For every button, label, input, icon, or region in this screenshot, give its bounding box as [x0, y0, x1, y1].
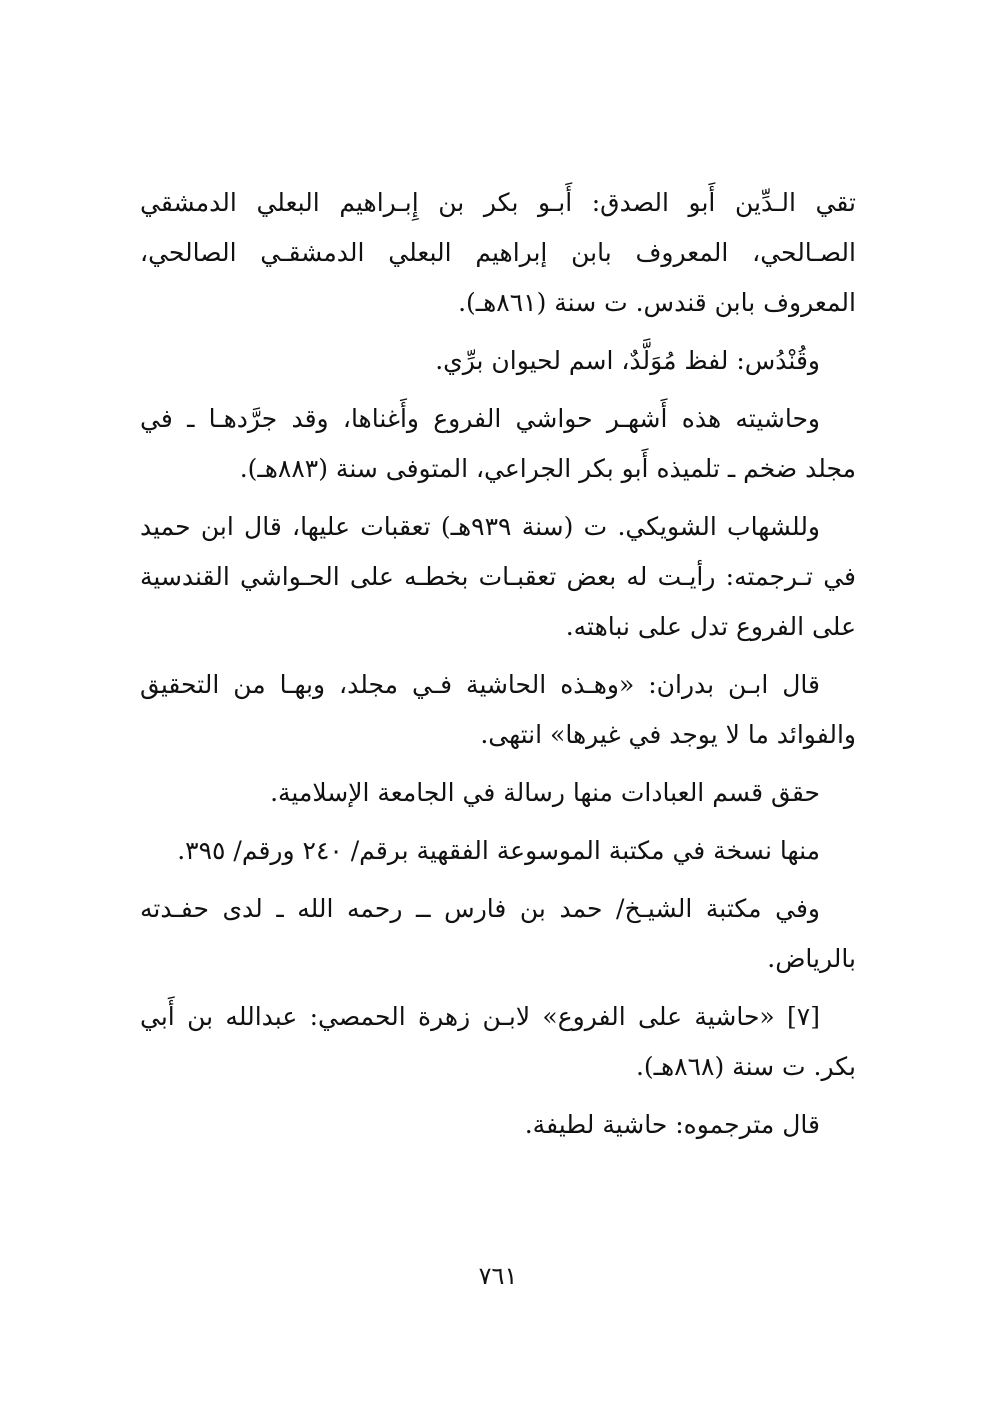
paragraph-entry-7-ibn-zuhra: [٧] «حاشية على الفروع» لابـن زهرة الحمصي: عبدالله بن أَبي بكر. ت سنة (٨٦٨هـ). [140, 1002, 856, 1081]
paragraph-translators-note: قال مترجموه: حاشية لطيفة. [524, 1110, 820, 1139]
paragraph-manuscript-mawsua: منها نسخة في مكتبة الموسوعة الفقهية برقم/ ٢٤٠ ورقم/ ٣٩٥. [177, 836, 820, 865]
paragraph-qundus-meaning: وقُنْدُس: لفظ مُوَلَّدٌ، اسم لحيوان برِّي. [435, 346, 820, 375]
page-number: ٧٦١ [478, 1262, 518, 1290]
paragraph-ibn-qundus-bio: تقي الـدِّين أَبو الصدق: أَبـو بكر بن إِبـراهيم البعلي الدمشقي الصـالحي، المعروف بابن إبراهيم البعلي الدمشقـي الصالحي، المعروف بابن قندس. ت سنة (٨٦١هـ). [140, 188, 856, 317]
paragraph-hashiya-description: وحاشيته هذه أَشهـر حواشي الفروع وأَغناها، وقد جرَّدهـا ـ في مجلد ضخم ـ تلميذه أَبو بكر الجراعي، المتوفى سنة (٨٨٣هـ). [140, 404, 856, 483]
paragraph-ibn-badran-quote: قال ابـن بدران: «وهـذه الحاشية فـي مجلد، وبهـا من التحقيق والفوائد ما لا يوجد في غيرها» انتهى. [140, 670, 856, 749]
paragraph-ibadat-edition: حقق قسم العبادات منها رسالة في الجامعة الإسلامية. [270, 778, 820, 807]
page-body [140, 178, 856, 1158]
paragraph-shuwayki-notes: وللشهاب الشويكي. ت (سنة ٩٣٩هـ) تعقبات عليها، قال ابن حميد في تـرجمته: رأيـت له بعض تعقبـات بخطـه على الحـواشي القندسية على الفروع تدل على نباهته. [140, 512, 856, 641]
paragraph-manuscript-hamad: وفي مكتبة الشيـخ/ حمد بن فارس ــ رحمه الله ـ لدى حفـدته بالرياض. [140, 894, 856, 973]
